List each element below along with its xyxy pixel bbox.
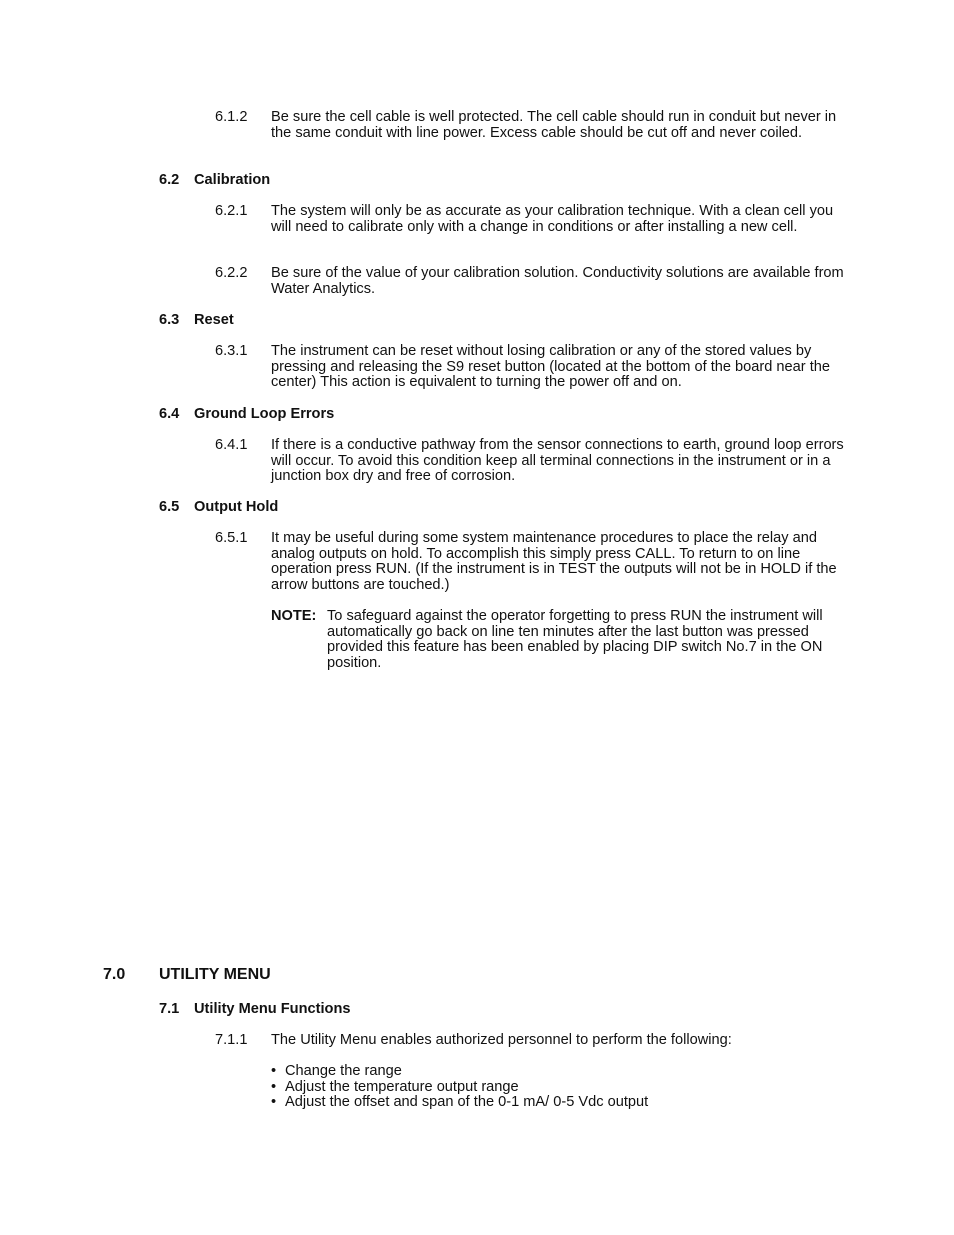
paragraph-text: The instrument can be reset without losing calibration or any of the stored values by pressing and releasing the S9 reset button (located at the bottom of the board near the center) This action is equivalent to turning the power off and on. [271,343,830,391]
paragraph-6-2-2 [215,266,855,297]
paragraph-number: 6.2.2 [215,265,248,281]
list-item [271,1080,648,1096]
paragraph-6-5-1 [215,531,855,593]
paragraph-text: It may be useful during some system maintenance procedures to place the relay and analog outputs on hold. To accomplish this simply press CALL. To return to on line operation press RUN. (If the instrument is in TEST the outputs will not be in HOLD if the arrow buttons are touched.) [271,530,837,593]
section-heading-utility-menu-functions [159,1002,350,1018]
paragraph-number: 6.2.1 [215,203,248,219]
section-heading-calibration [159,173,270,189]
paragraph-6-3-1 [215,344,855,391]
chapter-title: UTILITY MENU [159,966,271,983]
bullet-icon: • [271,1078,277,1095]
note-block [271,609,856,671]
paragraph-number: 6.3.1 [215,343,248,359]
paragraph-text: If there is a conductive pathway from the sensor connections to earth, ground loop errors will occur. To avoid this condition keep all terminal connections in the instrument or in a junction box dry and free of corrosion. [271,437,844,485]
note-text: To safeguard against the operator forgetting to press RUN the instrument will automatically go back on line ten minutes after the last button was pressed provided this feature has been enabled by placing DIP switch No.7 in the ON position. [327,608,823,671]
list-item-text: Change the range [285,1063,402,1079]
section-title: Calibration [194,172,271,188]
paragraph-text: Be sure the cell cable is well protected. The cell cable should run in conduit but never in the same conduit with line power. Excess cable should be cut off and never coiled. [271,109,837,141]
section-title: Output Hold [194,499,279,515]
utility-functions-list [271,1064,648,1111]
paragraph-6-4-1 [215,438,855,485]
paragraph-6-2-1 [215,204,855,235]
list-item-text: Adjust the temperature output range [285,1078,519,1095]
chapter-heading-utility-menu [103,967,271,983]
section-title: Reset [194,312,234,328]
section-heading-ground-loop-errors [159,407,334,423]
paragraph-text: Be sure of the value of your calibration solution. Conductivity solutions are available from Water Analytics. [271,265,844,297]
chapter-number: 7.0 [103,966,126,983]
list-item-text: Adjust the offset and span of the 0-1 mA/ 0-5 Vdc output [285,1094,649,1111]
note-label: NOTE: [271,608,317,624]
paragraph-number: 6.5.1 [215,530,248,546]
section-number: 6.4 [159,406,180,422]
section-number: 7.1 [159,1001,180,1017]
paragraph-text: The system will only be as accurate as your calibration technique. With a clean cell you will need to calibrate only with a change in conditions or after installing a new cell. [271,203,834,235]
paragraph-7-1-1 [215,1033,855,1049]
paragraph-6-1-2 [215,110,855,141]
section-title: Ground Loop Errors [194,406,335,422]
list-item [271,1095,648,1111]
section-heading-reset [159,313,234,329]
bullet-icon: • [271,1094,277,1111]
bullet-icon: • [271,1063,277,1079]
section-heading-output-hold [159,500,278,516]
paragraph-text: The Utility Menu enables authorized personnel to perform the following: [271,1032,732,1048]
paragraph-number: 6.4.1 [215,437,248,453]
section-number: 6.3 [159,312,180,328]
list-item [271,1064,648,1080]
paragraph-number: 6.1.2 [215,109,248,125]
section-title: Utility Menu Functions [194,1001,351,1017]
paragraph-number: 7.1.1 [215,1032,248,1048]
section-number: 6.2 [159,172,180,188]
section-number: 6.5 [159,499,180,515]
